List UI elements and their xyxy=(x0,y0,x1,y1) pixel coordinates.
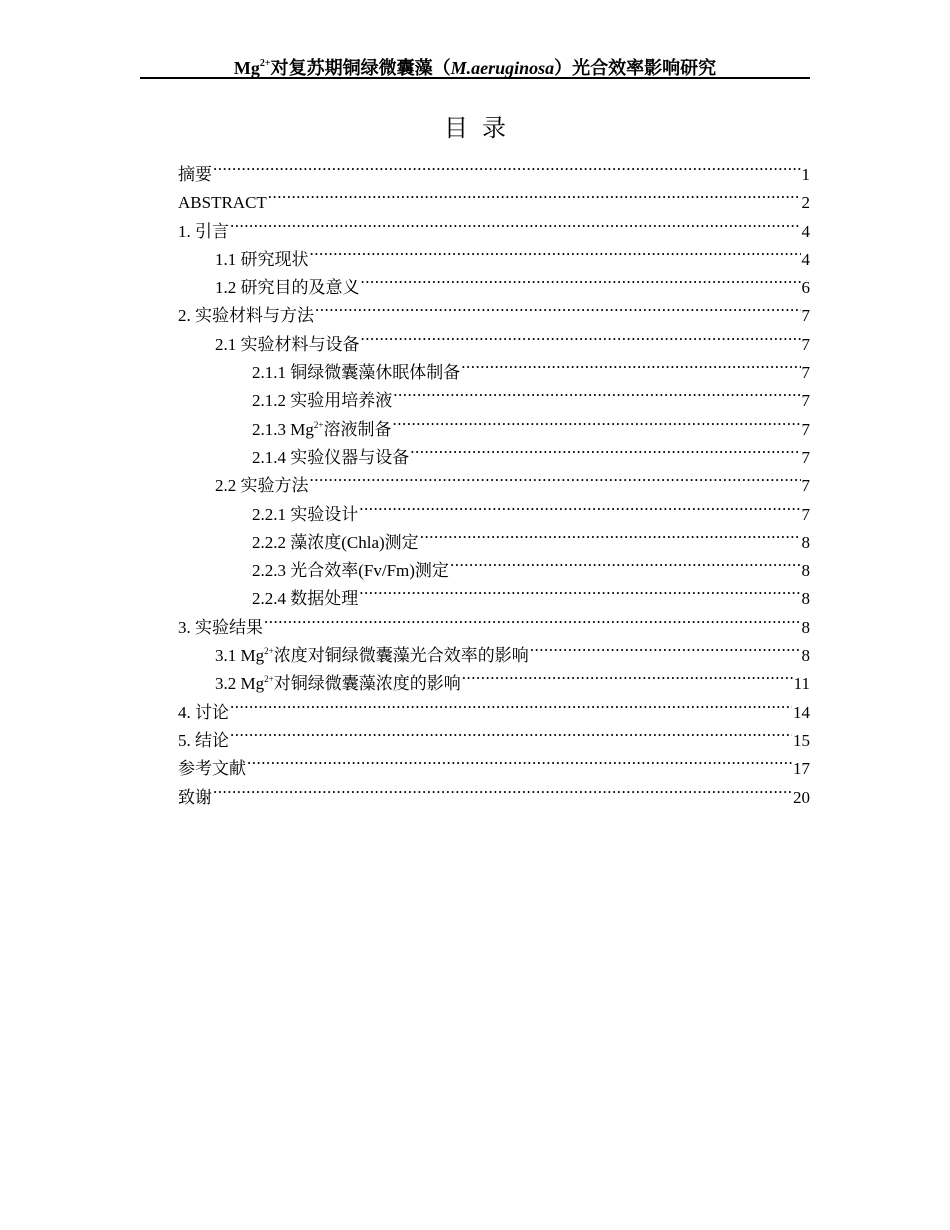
toc-page-number: 7 xyxy=(801,476,810,496)
toc-entry-title xyxy=(252,529,419,557)
toc-entry-title xyxy=(178,699,229,727)
toc-page-number: 7 xyxy=(801,334,810,354)
toc-entry-title-text: 2.1 实验材料与设备 xyxy=(215,334,360,354)
toc-entry-title-text: 3.1 Mg xyxy=(215,646,265,666)
toc-entry-title-text: 致谢 xyxy=(178,787,212,807)
toc-entry-title-text: 2.2 实验方法 xyxy=(215,476,309,496)
toc-entry[interactable] xyxy=(178,746,810,779)
toc-entry[interactable] xyxy=(178,633,810,666)
toc-entry-title-text: 5. 结论 xyxy=(178,730,229,750)
toc-entry-title-suffix: 浓度对铜绿微囊藻光合效率的影响 xyxy=(273,646,529,666)
toc-page-number: 1 xyxy=(801,165,810,184)
toc-dot-leader xyxy=(359,492,800,520)
toc-entry-title-text: ABSTRACT xyxy=(178,193,267,213)
toc-entry-title-text: 1.2 研究目的及意义 xyxy=(215,278,360,298)
toc-dot-leader xyxy=(310,463,801,491)
toc-entry-title-text: 2.2.3 光合效率(Fv/Fm)测定 xyxy=(252,561,449,581)
toc-dot-leader xyxy=(213,152,801,180)
header-title-mid: 对复苏期铜绿微囊藻（ xyxy=(270,58,451,78)
toc-page-number: 8 xyxy=(801,617,810,637)
toc-entry-title-text: 2.1.4 实验仪器与设备 xyxy=(252,447,410,467)
toc-page-number: 15 xyxy=(793,730,810,750)
toc-page-number: 2 xyxy=(801,193,810,213)
toc-entry-title-text: 2.2.2 藻浓度(Chla)测定 xyxy=(252,532,419,552)
toc-page-number: 7 xyxy=(801,504,810,524)
toc-dot-leader xyxy=(361,322,801,350)
header-title-post: ）光合效率影响研究 xyxy=(554,58,717,78)
toc-page-number: 8 xyxy=(801,589,810,609)
toc-entry-title-text: 4. 讨论 xyxy=(178,702,229,722)
toc-entry-title-text: 3.2 Mg xyxy=(215,674,265,694)
toc-dot-leader xyxy=(393,378,800,406)
toc-entry-title-text: 3. 实验结果 xyxy=(178,617,263,637)
toc-entry-title-text: 1. 引言 xyxy=(178,221,229,241)
toc-page-number: 8 xyxy=(801,532,810,552)
toc-entry-superscript: 2+ xyxy=(264,674,274,685)
toc-entry-title-text: 2.1.1 铜绿微囊藻休眠体制备 xyxy=(252,363,461,383)
toc-page-number: 20 xyxy=(793,787,810,807)
toc-page-number: 8 xyxy=(801,646,810,666)
toc-entry-title xyxy=(178,218,229,246)
toc-dot-leader xyxy=(213,775,792,803)
toc-dot-leader xyxy=(230,209,801,237)
toc-dot-leader xyxy=(462,661,793,689)
toc-entry-title-suffix: 对铜绿微囊藻浓度的影响 xyxy=(273,674,461,694)
table-of-contents xyxy=(178,152,810,807)
toc-dot-leader xyxy=(420,520,801,548)
toc-entry-title xyxy=(178,784,212,812)
toc-entry-title-text: 1.1 研究现状 xyxy=(215,249,309,269)
toc-entry-title xyxy=(252,387,392,415)
toc-entry-title-text: 2. 实验材料与方法 xyxy=(178,306,314,326)
header-title-pre: Mg xyxy=(233,58,260,78)
toc-entry[interactable] xyxy=(178,775,810,807)
toc-entry-title xyxy=(252,416,391,444)
toc-dot-leader xyxy=(361,265,801,293)
toc-entry[interactable] xyxy=(178,209,810,241)
toc-entry-title xyxy=(215,331,360,359)
toc-dot-leader xyxy=(268,180,801,208)
toc-page-number: 7 xyxy=(801,391,810,411)
toc-entry-title-text: 2.2.4 数据处理 xyxy=(252,589,359,609)
toc-dot-leader xyxy=(230,690,792,718)
toc-page-number: 7 xyxy=(801,447,810,467)
toc-dot-leader xyxy=(461,350,800,378)
toc-entry-title-text: 2.2.1 实验设计 xyxy=(252,504,359,524)
toc-entry-superscript: 2+ xyxy=(264,646,274,657)
toc-entry-title-text: 2.1.2 实验用培养液 xyxy=(252,391,393,411)
toc-page-number: 8 xyxy=(801,561,810,581)
toc-dot-leader xyxy=(410,435,800,463)
toc-page-number: 7 xyxy=(801,363,810,383)
toc-entry-title xyxy=(178,727,229,755)
toc-page-number: 14 xyxy=(793,702,810,722)
toc-entry-title xyxy=(178,302,314,330)
toc-entry[interactable] xyxy=(178,718,810,750)
toc-entry-title-text: 参考文献 xyxy=(178,759,246,779)
toc-dot-leader xyxy=(392,407,800,435)
toc-entry-title xyxy=(252,501,358,529)
header-rule xyxy=(140,77,810,79)
toc-title: 目录 xyxy=(444,116,520,142)
header-title-species: M.aeruginosa xyxy=(450,58,555,78)
toc-entry-title-text: 2.1.3 Mg xyxy=(252,419,314,439)
toc-page-number: 7 xyxy=(801,419,810,439)
toc-page-number: 4 xyxy=(801,249,810,269)
toc-entry[interactable] xyxy=(178,690,810,722)
toc-entry-title xyxy=(178,161,212,189)
toc-dot-leader xyxy=(230,718,792,746)
toc-page-number: 7 xyxy=(801,306,810,326)
toc-page-number: 17 xyxy=(793,759,810,779)
toc-entry[interactable] xyxy=(178,152,810,184)
toc-page-number: 4 xyxy=(801,221,810,241)
toc-dot-leader xyxy=(450,548,801,576)
toc-dot-leader xyxy=(530,633,801,661)
toc-entry-title xyxy=(215,472,309,500)
toc-dot-leader xyxy=(315,293,801,321)
toc-dot-leader xyxy=(264,605,801,633)
toc-entry-superscript: 2+ xyxy=(313,419,324,430)
toc-dot-leader xyxy=(310,237,801,265)
toc-entry[interactable] xyxy=(178,605,810,637)
toc-dot-leader xyxy=(359,576,800,604)
header-title-sup: 2+ xyxy=(259,58,271,69)
toc-page-number: 11 xyxy=(793,674,810,694)
toc-dot-leader xyxy=(247,746,792,774)
toc-entry-title-text: 摘要 xyxy=(178,165,212,184)
toc-entry-title xyxy=(178,614,263,642)
toc-entry[interactable] xyxy=(178,180,810,213)
toc-entry[interactable] xyxy=(178,237,810,269)
toc-entry-title xyxy=(215,246,309,274)
toc-page-number: 6 xyxy=(801,278,810,298)
toc-entry-title-suffix: 溶液制备 xyxy=(323,419,392,439)
